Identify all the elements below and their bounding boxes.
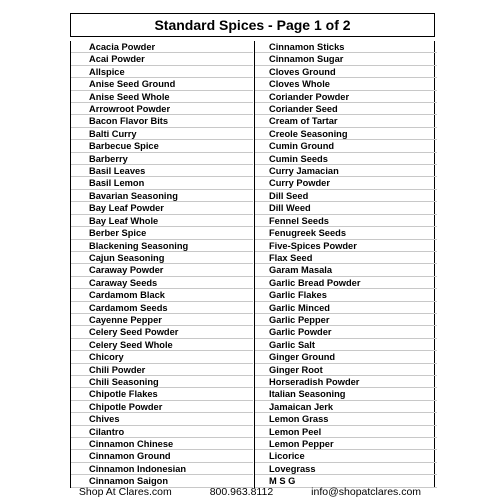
spice-row: Garam Masala — [255, 264, 437, 276]
spice-row: Garlic Bread Powder — [255, 277, 437, 289]
spice-row: Ginger Root — [255, 364, 437, 376]
spice-row: Fennel Seeds — [255, 215, 437, 227]
footer — [0, 486, 500, 498]
spice-row: Cloves Ground — [255, 66, 437, 78]
spice-row: Jamaican Jerk — [255, 401, 437, 413]
spice-row: Barbecue Spice — [71, 140, 253, 152]
spice-row: Dill Seed — [255, 190, 437, 202]
spice-row: Lemon Grass — [255, 413, 437, 425]
spice-row: Garlic Powder — [255, 326, 437, 338]
spice-list-sheet — [70, 13, 435, 488]
spice-row: Acai Powder — [71, 53, 253, 65]
spice-row: Chives — [71, 413, 253, 425]
spice-row: Five-Spices Powder — [255, 240, 437, 252]
spice-row: Fenugreek Seeds — [255, 227, 437, 239]
footer-email: info@shopatclares.com — [311, 486, 422, 498]
spice-row: Curry Jamacian — [255, 165, 437, 177]
right-column — [255, 41, 437, 488]
spice-row: Garlic Minced — [255, 302, 437, 314]
spice-row: Chili Powder — [71, 364, 253, 376]
spice-row: Coriander Seed — [255, 103, 437, 115]
spice-row: Cinnamon Sugar — [255, 53, 437, 65]
spice-row: Flax Seed — [255, 252, 437, 264]
spice-row: Celery Seed Whole — [71, 339, 253, 351]
spice-row: Lemon Peel — [255, 426, 437, 438]
spice-row: Garlic Pepper — [255, 314, 437, 326]
spice-row: Berber Spice — [71, 227, 253, 239]
spice-table — [70, 41, 435, 488]
spice-row: Chili Seasoning — [71, 376, 253, 388]
spice-row: Cardamom Black — [71, 289, 253, 301]
spice-row: Caraway Powder — [71, 264, 253, 276]
spice-row: Cream of Tartar — [255, 115, 437, 127]
spice-row: Chipotle Powder — [71, 401, 253, 413]
spice-row: Cumin Seeds — [255, 153, 437, 165]
spice-row: Licorice — [255, 450, 437, 462]
spice-row: Blackening Seasoning — [71, 240, 253, 252]
spice-row: Celery Seed Powder — [71, 326, 253, 338]
spice-row: M S G — [255, 475, 437, 487]
spice-row: Cinnamon Ground — [71, 450, 253, 462]
spice-row: Cilantro — [71, 426, 253, 438]
spice-row: Bay Leaf Whole — [71, 215, 253, 227]
spice-row: Cloves Whole — [255, 78, 437, 90]
spice-row: Cinnamon Indonesian — [71, 463, 253, 475]
spice-row: Dill Weed — [255, 202, 437, 214]
spice-row: Lemon Pepper — [255, 438, 437, 450]
spice-row: Chicory — [71, 351, 253, 363]
spice-row: Barberry — [71, 153, 253, 165]
spice-row: Basil Lemon — [71, 177, 253, 189]
spice-row: Basil Leaves — [71, 165, 253, 177]
spice-row: Italian Seasoning — [255, 388, 437, 400]
spice-row: Cumin Ground — [255, 140, 437, 152]
spice-row: Lovegrass — [255, 463, 437, 475]
spice-row: Cardamom Seeds — [71, 302, 253, 314]
spice-row: Cayenne Pepper — [71, 314, 253, 326]
spice-row: Cinnamon Sticks — [255, 41, 437, 53]
spice-row: Bavarian Seasoning — [71, 190, 253, 202]
spice-row: Arrowroot Powder — [71, 103, 253, 115]
spice-row: Acacia Powder — [71, 41, 253, 53]
spice-row: Allspice — [71, 66, 253, 78]
left-column — [71, 41, 253, 488]
spice-row: Cinnamon Chinese — [71, 438, 253, 450]
spice-row: Anise Seed Ground — [71, 78, 253, 90]
spice-row: Garlic Flakes — [255, 289, 437, 301]
footer-shop-name: Shop At Clares.com — [78, 486, 172, 498]
spice-row: Creole Seasoning — [255, 128, 437, 140]
spice-row: Cinnamon Saigon — [71, 475, 253, 487]
spice-row: Caraway Seeds — [71, 277, 253, 289]
spice-row: Garlic Salt — [255, 339, 437, 351]
spice-row: Horseradish Powder — [255, 376, 437, 388]
spice-row: Chipotle Flakes — [71, 388, 253, 400]
spice-row: Ginger Ground — [255, 351, 437, 363]
spice-row: Anise Seed Whole — [71, 91, 253, 103]
spice-row: Bacon Flavor Bits — [71, 115, 253, 127]
spice-row: Coriander Powder — [255, 91, 437, 103]
spice-row: Bay Leaf Powder — [71, 202, 253, 214]
spice-row: Balti Curry — [71, 128, 253, 140]
spice-row: Curry Powder — [255, 177, 437, 189]
page-title: Standard Spices - Page 1 of 2 — [70, 13, 435, 37]
spice-row: Cajun Seasoning — [71, 252, 253, 264]
footer-phone: 800.963.8112 — [209, 486, 274, 498]
